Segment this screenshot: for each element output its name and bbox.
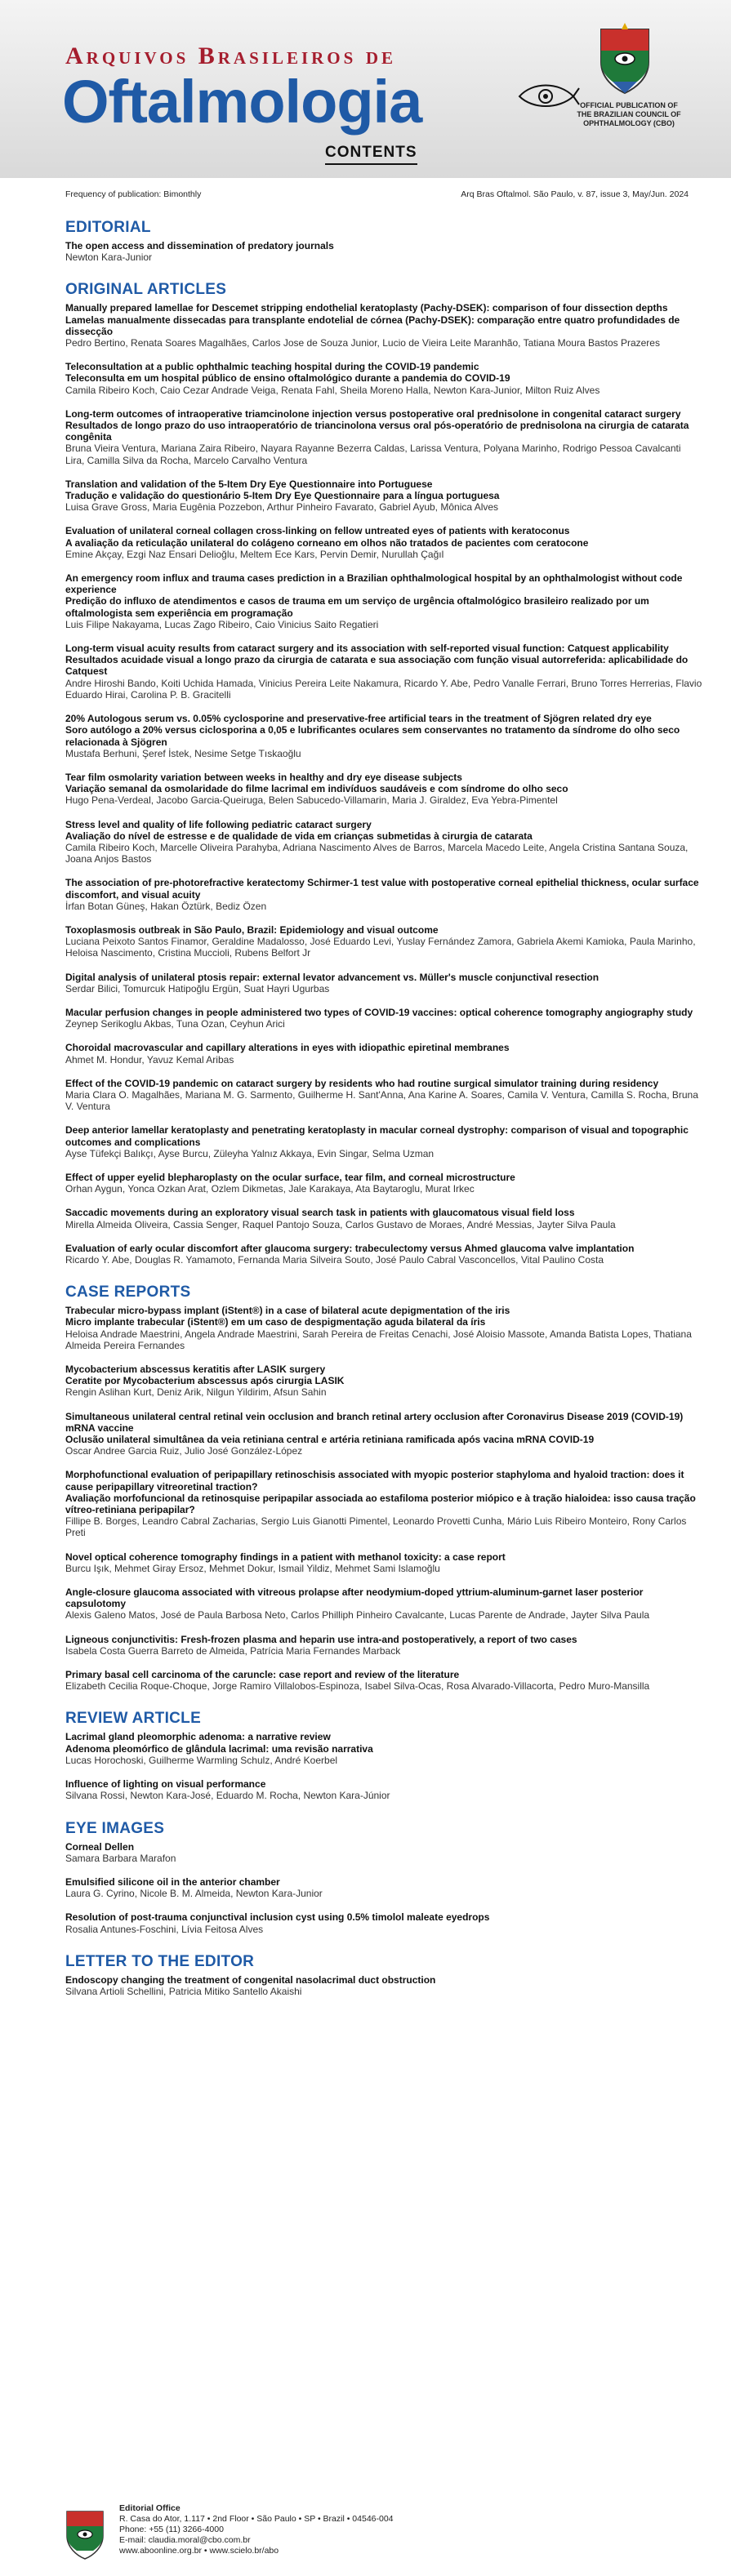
toc-section <box>65 1820 702 1935</box>
article-title[interactable]: Avaliação morfofuncional da retinosquise peripapilar associada ao estafiloma posterior miópico e à tração hialoidea: isso causa tração vítreo-retiniana peripapilar? <box>65 1492 696 1516</box>
article-authors: Mustafa Berhuni, Şeref İstek, Nesime Setge Tıskaoğlu <box>65 747 301 759</box>
article-title[interactable]: Teleconsulta em um hospital público de ensino oftalmológico durante a pandemia do COVID-19 <box>65 372 510 385</box>
article-authors: Orhan Aygun, Yonca Ozkan Arat, Ozlem Dikmetas, Jale Karakaya, Ata Baytaroglu, Murat Irkec <box>65 1183 475 1195</box>
article-title[interactable]: Micro implante trabecular (iStent®) em um caso de despigmentação aguda bilateral da íris <box>65 1316 486 1328</box>
article-entry[interactable] <box>65 1974 702 1997</box>
article-entry[interactable] <box>65 1007 702 1030</box>
office-address: R. Casa do Ator, 1.117 • 2nd Floor • São Paulo • SP • Brazil • 04546-004 <box>119 2514 394 2524</box>
article-title[interactable]: Tradução e validação do questionário 5-Item Dry Eye Questionnaire para a língua portuguesa <box>65 490 500 502</box>
article-title[interactable]: Effect of the COVID-19 pandemic on cataract surgery by residents who had routine surgical simulator training during residency <box>65 1077 659 1089</box>
article-authors: Oscar Andree Garcia Ruiz, Julio José González-López <box>65 1445 303 1457</box>
article-title[interactable]: Morphofunctional evaluation of peripapillary retinoschisis associated with myopic posterior staphyloma and hyaloid traction: does it cause peripapillary vitreoretinal traction? <box>65 1469 684 1493</box>
article-entry[interactable] <box>65 1778 702 1801</box>
article-entry[interactable] <box>65 1731 702 1766</box>
article-title[interactable]: Macular perfusion changes in people administered two types of COVID-19 vaccines: optical coherence tomography angiography study <box>65 1006 693 1018</box>
article-authors: Rosalia Antunes-Foschini, Lívia Feitosa Alves <box>65 1923 264 1935</box>
office-website[interactable]: www.aboonline.org.br • www.scielo.br/abo <box>119 2546 279 2556</box>
article-authors: Emine Akçay, Ezgi Naz Ensari Delioğlu, Meltem Ece Kars, Pervin Demir, Nurullah Çağıl <box>65 548 444 560</box>
article-title[interactable]: 20% Autologous serum vs. 0.05% cyclosporine and preservative-free artificial tears in the treatment of Sjögren related dry eye <box>65 713 652 725</box>
article-entry[interactable] <box>65 1305 702 1351</box>
article-authors: İrfan Botan Güneş, Hakan Öztürk, Bediz Özen <box>65 900 267 912</box>
article-title[interactable]: Evaluation of early ocular discomfort after glaucoma surgery: trabeculectomy versus Ahmed glaucoma valve implantation <box>65 1242 635 1254</box>
article-entry[interactable] <box>65 572 702 630</box>
article-title[interactable]: A avaliação da reticulação unilateral do colágeno corneano em olhos não tratados de pacientes com ceratocone <box>65 536 589 549</box>
article-title[interactable]: Ligneous conjunctivitis: Fresh-frozen plasma and heparin use intra-and postoperatively, a report of two cases <box>65 1633 577 1645</box>
article-authors: Hugo Pena-Verdeal, Jacobo Garcia-Queiruga, Belen Sabucedo-Villamarin, Maria J. Giraldez, Eva Yebra-Pimentel <box>65 794 558 807</box>
article-entry[interactable] <box>65 1669 702 1692</box>
article-title[interactable]: Lacrimal gland pleomorphic adenoma: a narrative review <box>65 1731 331 1743</box>
article-authors: Laura G. Cyrino, Nicole B. M. Almeida, Newton Kara-Junior <box>65 1888 323 1900</box>
toc-section <box>65 1284 702 1692</box>
article-entry[interactable] <box>65 1172 702 1195</box>
article-entry[interactable] <box>65 877 702 912</box>
section-heading: LETTER TO THE EDITOR <box>65 1952 255 1970</box>
article-authors: Zeynep Serikoglu Akbas, Tuna Ozan, Ceyhun Arici <box>65 1018 285 1030</box>
article-authors: Fillipe B. Borges, Leandro Cabral Zacharias, Sergio Luis Gianotti Pimentel, Leonardo Provetti Cunha, Mário Luis Ribeiro Monteiro, Rony Carlos Preti <box>65 1515 687 1539</box>
article-authors: Ahmet M. Hondur, Yavuz Kemal Aribas <box>65 1053 234 1066</box>
article-entry[interactable] <box>65 1124 702 1159</box>
article-entry[interactable] <box>65 302 702 349</box>
article-entry[interactable] <box>65 1634 702 1657</box>
article-title[interactable]: Variação semanal da osmolaridade do filme lacrimal em indivíduos saudáveis e com síndrome do olho seco <box>65 783 568 795</box>
article-entry[interactable] <box>65 361 702 396</box>
article-title[interactable]: Deep anterior lamellar keratoplasty and penetrating keratoplasty in macular corneal dystrophy: comparison of visual and topographic outcomes and complications <box>65 1124 689 1148</box>
article-authors: Serdar Bilici, Tomurcuk Hatipoğlu Ergün, Suat Hayri Ugurbas <box>65 982 330 994</box>
cbo-footer-crest-icon <box>64 2507 106 2560</box>
article-authors: Ayse Tüfekçi Balıkçı, Ayse Burcu, Züleyha Yalnız Akkaya, Evin Singar, Selma Uzman <box>65 1147 435 1159</box>
article-entry[interactable] <box>65 408 702 466</box>
article-authors: Elizabeth Cecilia Roque-Choque, Jorge Ramiro Villalobos-Espinoza, Isabel Silva-Ocas, Rosa Alvarado-Villacorta, Pedro Muro-Mansilla <box>65 1680 650 1693</box>
article-title[interactable]: Long-term visual acuity results from cataract surgery and its association with self-reported visual function: Catquest applicability <box>65 643 669 655</box>
issue-info: Arq Bras Oftalmol. São Paulo, v. 87, issue 3, May/Jun. 2024 <box>461 189 689 199</box>
article-title[interactable]: Resultados acuidade visual a longo prazo da cirurgia de catarata e sua associação com função visual autorreferida: aplicabilidade do Catquest <box>65 654 689 678</box>
article-entry[interactable] <box>65 924 702 959</box>
article-title[interactable]: Teleconsultation at a public ophthalmic teaching hospital during the COVID-19 pandemic <box>65 361 479 373</box>
article-title[interactable]: Simultaneous unilateral central retinal vein occlusion and branch retinal artery occlusion after Coronavirus Disease 2019 (COVID-19) mRNA vaccine <box>65 1410 684 1434</box>
article-authors: Bruna Vieira Ventura, Mariana Zaira Ribeiro, Nayara Rayanne Bezerra Caldas, Larissa Ventura, Polyana Marinho, Rodrigo Pessoa Cavalcanti Lira, Camilla Silva da Rocha, Marcelo Carvalho Ventura <box>65 443 681 466</box>
article-authors: Burcu Işık, Mehmet Giray Ersoz, Mehmet Dokur, Ismail Yildiz, Mehmet Sami Islamoğlu <box>65 1562 440 1574</box>
article-title[interactable]: Avaliação do nível de estresse e de qualidade de vida em crianças submetidas à cirurgia de catarata <box>65 830 533 842</box>
office-phone: Phone: +55 (11) 3266-4000 <box>119 2525 224 2534</box>
article-entry[interactable] <box>65 772 702 807</box>
article-title[interactable]: Evaluation of unilateral corneal collagen cross-linking on fellow untreated eyes of patients with keratoconus <box>65 525 570 537</box>
article-authors: Heloisa Andrade Maestrini, Angela Andrade Maestrini, Sarah Pereira de Freitas Cenachi, José Aloisio Massote, Amanda Batista Lopes, Thatiana Almeida Pereira Fernandes <box>65 1328 692 1351</box>
article-entry[interactable] <box>65 1841 702 1864</box>
table-of-contents <box>65 219 702 2015</box>
journal-subtitle: Arquivos Brasileiros de <box>65 42 396 69</box>
article-title[interactable]: Lamelas manualmente dissecadas para transplante endotelial de córnea (Pachy-DSEK): comparação entre quatro profundidades de dissecção <box>65 314 680 337</box>
article-authors: Camila Ribeiro Koch, Caio Cezar Andrade Veiga, Renata Fahl, Sheila Moreno Halla, Newton Kara-Junior, Milton Ruiz Alves <box>65 384 600 396</box>
article-entry[interactable] <box>65 972 702 994</box>
article-authors: Ricardo Y. Abe, Douglas R. Yamamoto, Fernanda Maria Silveira Souto, José Paulo Cabral Vasconcellos, Vital Paulino Costa <box>65 1254 604 1266</box>
cbo-crest-icon <box>595 21 655 95</box>
article-authors: Newton Kara-Junior <box>65 251 153 264</box>
article-title[interactable]: Endoscopy changing the treatment of congenital nasolacrimal duct obstruction <box>65 1973 436 1986</box>
contents-title: CONTENTS <box>325 144 417 165</box>
article-title[interactable]: Long-term outcomes of intraoperative triamcinolone injection versus postoperative oral prednisolone in congenital cataract surgery <box>65 407 681 420</box>
article-title[interactable]: Primary basal cell carcinoma of the caruncle: case report and review of the literature <box>65 1669 460 1681</box>
article-title[interactable]: Saccadic movements during an exploratory visual search task in patients with glaucomatous visual field loss <box>65 1207 575 1219</box>
article-title[interactable]: The association of pre-photorefractive keratectomy Schirmer-1 test value with postoperative corneal epithelial thickness, ocular surface discomfort, and visual acuity <box>65 877 699 901</box>
article-title[interactable]: Stress level and quality of life following pediatric cataract surgery <box>65 818 372 830</box>
article-authors: Silvana Artioli Schellini, Patricia Mitiko Santello Akaishi <box>65 1985 302 1997</box>
article-entry[interactable] <box>65 1586 702 1622</box>
article-title[interactable]: Adenoma pleomórfico de glândula lacrimal: uma revisão narrativa <box>65 1742 373 1755</box>
article-title[interactable]: Corneal Dellen <box>65 1840 135 1853</box>
article-title[interactable]: Mycobacterium abscessus keratitis after LASIK surgery <box>65 1364 326 1376</box>
cbo-caption: OFFICIAL PUBLICATION OF THE BRAZILIAN COUNCIL OF OPHTHALMOLOGY (CBO) <box>577 101 681 127</box>
article-entry[interactable] <box>65 643 702 701</box>
article-title[interactable]: The open access and dissemination of predatory journals <box>65 240 334 251</box>
article-title[interactable]: An emergency room influx and trauma cases prediction in a Brazilian ophthalmological hospital by an ophthalmologist without code experience <box>65 572 683 596</box>
article-entry[interactable] <box>65 1207 702 1230</box>
article-title[interactable]: Angle-closure glaucoma associated with vitreous prolapse after neodymium-doped yttrium-aluminum-garnet laser posterior capsulotomy <box>65 1586 644 1610</box>
article-title[interactable]: Novel optical coherence tomography findings in a patient with methanol toxicity: a case report <box>65 1550 506 1563</box>
article-title[interactable]: Effect of upper eyelid blepharoplasty on the ocular surface, tear film, and corneal microstructure <box>65 1171 515 1183</box>
article-authors: Camila Ribeiro Koch, Marcelle Oliveira Parahyba, Adriana Nascimento Alves de Barros, Marcela Macedo Leite, Angela Cristina Santana Souza, Joana Anjos Bastos <box>65 841 689 865</box>
article-entry[interactable] <box>65 1911 702 1934</box>
article-entry[interactable] <box>65 240 702 263</box>
article-title[interactable]: Manually prepared lamellae for Descemet stripping endothelial keratoplasty (Pachy-DSEK): comparison of four dissection depths <box>65 302 668 314</box>
article-authors: Silvana Rossi, Newton Kara-José, Eduardo M. Rocha, Newton Kara-Júnior <box>65 1790 390 1802</box>
article-entry[interactable] <box>65 819 702 865</box>
article-entry[interactable] <box>65 1876 702 1899</box>
article-entry[interactable] <box>65 1364 702 1399</box>
article-authors: Alexis Galeno Matos, José de Paula Barbosa Neto, Carlos Philliph Pinheiro Cavalcante, Lucas Parente de Andrade, Jayter Silva Paula <box>65 1609 650 1622</box>
article-authors: Mirella Almeida Oliveira, Cassia Senger, Raquel Pantojo Souza, Carlos Gustavo de Moraes, André Messias, Jayter Silva Paula <box>65 1218 616 1230</box>
section-heading: CASE REPORTS <box>65 1284 191 1301</box>
section-heading: REVIEW ARTICLE <box>65 1710 202 1728</box>
office-email[interactable]: E-mail: claudia.moral@cbo.com.br <box>119 2535 251 2545</box>
article-title[interactable]: Toxoplasmosis outbreak in São Paulo, Brazil: Epidemiology and visual outcome <box>65 923 439 936</box>
article-authors: Luciana Peixoto Santos Finamor, Geraldine Madalosso, José Eduardo Levi, Yuslay Fernández Zamora, Gabriela Akemi Kamioka, Paula Marinho, Heloisa Nascimento, Cristina Muccioli, Rubens Belfort Jr <box>65 936 696 959</box>
article-title[interactable]: Emulsified silicone oil in the anterior chamber <box>65 1875 280 1888</box>
toc-section <box>65 1710 702 1801</box>
article-title[interactable]: Oclusão unilateral simultânea da veia retiniana central e artéria retiniana ramificada após vacina mRNA COVID-19 <box>65 1434 595 1446</box>
publication-frequency: Frequency of publication: Bimonthly <box>65 189 202 199</box>
eye-fish-logo-icon <box>516 77 580 114</box>
article-title[interactable]: Predição do influxo de atendimentos e casos de trauma em um serviço de urgência oftalmológico brasileiro realizado por um oftalmologista sem experiência em programação <box>65 595 649 619</box>
article-authors: Andre Hiroshi Bando, Koiti Uchida Hamada, Vinicius Pereira Leite Nakamura, Ricardo Y. Abe, Pedro Vanalle Ferrari, Bruno Torres Herrerias, Flavio Eduardo Hirai, Carolina P. B. Gracitelli <box>65 677 702 701</box>
article-entry[interactable] <box>65 1551 702 1574</box>
article-entry[interactable] <box>65 1411 702 1457</box>
article-authors: Maria Clara O. Magalhães, Mariana M. G. Sarmento, Guilherme H. Sant'Anna, Ana Karine A. Soares, Camila V. Ventura, Camilla S. Rocha, Bruna V. Ventura <box>65 1088 698 1113</box>
article-authors: Luis Filipe Nakayama, Lucas Zago Ribeiro, Caio Vinicius Saito Regatieri <box>65 618 379 630</box>
article-authors: Lucas Horochoski, Guilherme Warmling Schulz, André Koerbel <box>65 1754 338 1766</box>
article-authors: Rengin Aslihan Kurt, Deniz Arik, Nilgun Yildirim, Afsun Sahin <box>65 1386 327 1399</box>
section-heading: ORIGINAL ARTICLES <box>65 281 227 299</box>
article-title[interactable]: Choroidal macrovascular and capillary alterations in eyes with idiopathic epiretinal membranes <box>65 1042 510 1054</box>
article-entry[interactable] <box>65 478 702 514</box>
article-title[interactable]: Resolution of post-trauma conjunctival inclusion cyst using 0.5% timolol maleate eyedrops <box>65 1911 490 1924</box>
toc-section <box>65 219 702 263</box>
article-entry[interactable] <box>65 1469 702 1538</box>
article-entry[interactable] <box>65 1078 702 1113</box>
article-entry[interactable] <box>65 1243 702 1266</box>
section-heading: EDITORIAL <box>65 219 151 236</box>
masthead <box>0 0 731 178</box>
office-label: Editorial Office <box>119 2503 181 2513</box>
article-title[interactable]: Digital analysis of unilateral ptosis repair: external levator advancement vs. Müller's muscle conjunctival resection <box>65 971 600 983</box>
article-authors: Isabela Costa Guerra Barreto de Almeida, Patrícia Maria Fernandes Marback <box>65 1644 401 1657</box>
article-title[interactable]: Soro autólogo a 20% versus ciclosporina a 0,05 e lubrificantes oculares sem conservantes no tratamento da síndrome do olho seco relacionada à Sjögren <box>65 724 680 748</box>
article-title[interactable]: Translation and validation of the 5-Item Dry Eye Questionnaire into Portuguese <box>65 478 433 490</box>
article-title[interactable]: Ceratite por Mycobacterium abscessus após cirurgia LASIK <box>65 1375 345 1387</box>
article-entry[interactable] <box>65 525 702 560</box>
editorial-office <box>119 2503 394 2556</box>
section-heading: EYE IMAGES <box>65 1819 165 1837</box>
article-title[interactable]: Tear film osmolarity variation between weeks in healthy and dry eye disease subjects <box>65 771 462 783</box>
article-authors: Pedro Bertino, Renata Soares Magalhães, Carlos Jose de Souza Junior, Lucio de Vieira Leite Maranhão, Tatiana Moura Bastos Prazeres <box>65 337 660 349</box>
article-title[interactable]: Influence of lighting on visual performance <box>65 1778 266 1791</box>
journal-title: Oftalmologia <box>62 68 422 136</box>
article-entry[interactable] <box>65 713 702 759</box>
article-title[interactable]: Trabecular micro-bypass implant (iStent®) in a case of bilateral acute depigmentation of the iris <box>65 1305 510 1317</box>
article-title[interactable]: Resultados de longo prazo do uso intraoperatório de triancinolona versus oral pós-operatório de prednisolona na cirurgia de catarata congênita <box>65 420 689 443</box>
toc-section <box>65 1953 702 1997</box>
toc-section <box>65 281 702 1266</box>
article-entry[interactable] <box>65 1042 702 1065</box>
article-authors: Samara Barbara Marafon <box>65 1852 176 1864</box>
article-authors: Luisa Grave Gross, Maria Eugênia Pozzebon, Arthur Pinheiro Favarato, Gabriel Ayub, Mônica Alves <box>65 501 499 514</box>
